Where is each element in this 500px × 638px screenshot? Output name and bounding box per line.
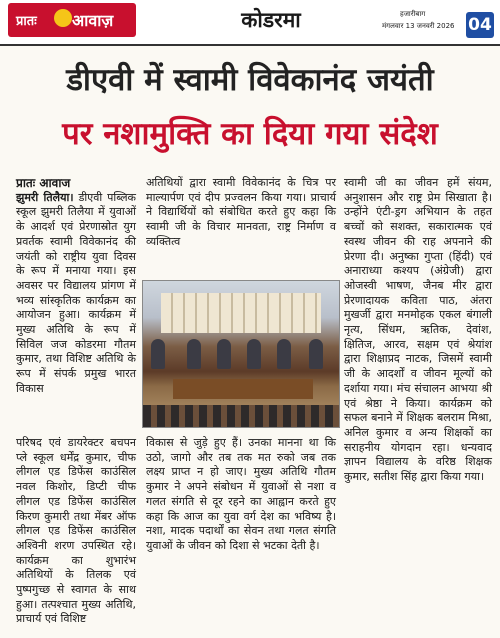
page-number: 04 [466,12,494,38]
article-text-col1-top: डीएवी पब्लिक स्कूल झुमरी तिलैया में युवाओं के आदर्श एवं प्रेरणास्रोत युग प्रवर्तक स्वामी विवेकानंद की जयंती को राष्ट्रीय युवा दिवस के रूप में मनाया गया। इस अवसर पर विद्यालय प्रांगण में भव्य सांस्कृतिक कार्यक्रम का आयोजन हुआ। कार्यक्रम में मुख्य अतिथि के रूप में सिविल जज कोडरमा गौतम कुमार, तथा विशिष्ट अतिथि के रूप में संपर्क प्रमुख भारत विकास [16,190,136,395]
audience-crowd [143,405,339,427]
article-column-2-top [146,176,336,250]
article-column-2-bottom [146,436,336,554]
article-text-col1-bottom: परिषद एवं डायरेक्टर बचपन प्ले स्कूल धर्मेंद्र कुमार, चीफ लीगल एड डिफेंस काउंसिल नवल किशोर, डिप्टी चीफ लीगल एड डिफेंस काउंसिल किरण कुमारी तथा मेंबर ऑफ लीगल एड डिफेंस काउंसिल अश्विनी शरण उपस्थित रहे। कार्यक्रम का शुभारंभ अतिथियों के तिलक एवं पुष्पगुच्छ से स्वागत के साथ हुआ। तत्पश्चात मुख्य अतिथि, प्राचार्य एवं विशिष्ट [16,436,136,626]
event-photo [142,280,340,428]
logo-prat-text: प्रातः [16,14,37,29]
edition-date: मंगलवार 13 जनवरी 2026 [382,22,455,30]
headline-line-1: डीएवी में स्वामी विवेकानंद जयंती [66,62,434,98]
logo-awaz-text: आवाज़ [72,11,114,30]
masthead [0,0,500,46]
guest-figure [187,339,201,369]
article-text-col3: स्वामी जी का जीवन हमें संयम, अनुशासन और राष्ट्र प्रेम सिखाता है। उन्होंने एंटी-ड्रग अभियान के तहत बच्चों को सशक्त, सकारात्मक एवं स्वस्थ जीवन की राह अपनाने की प्रेरणा दी। अनुष्का गुप्ता (हिंदी) एवं अनाराध्या कश्यप (अंग्रेजी) द्वारा ओजस्वी भाषण, जैनब मीर द्वारा प्रेरणादायक कविता पाठ, अंतरा मुखर्जी द्वारा मनमोहक एकल बंगाली नृत्य, सिंधम, ऋतिक, देवांश, क्षितिज, आरव, सक्षम एवं श्रेयांश द्वारा शिक्षाप्रद नाटक, जिसमें स्वामी जी के आदर्शों व जीवन मूल्यों को दर्शाया गया। मंच संचालन आभया श्री एवं श्रेष्ठा ने किया। कार्यक्रम को सफल बनाने में शिक्षक बलराम मिश्रा, अनिल कुमार व अन्य शिक्षकों का सराहनीय योगदान रहा। धन्यवाद ज्ञापन विद्यालय के वरिष्ठ शिक्षक कुमार, सतीश सिंह द्वारा किया गया। [344,176,492,484]
school-building-image [161,293,321,333]
guest-figure [151,339,165,369]
guest-figure [217,339,231,369]
stage-table [173,379,313,399]
headline-line-2: पर नशामुक्ति का दिया गया संदेश [62,116,438,152]
guest-figure [277,339,291,369]
section-title: कोडरमा [241,8,301,32]
sun-icon [54,9,72,27]
article-text-col2-top: अतिथियों द्वारा स्वामी विवेकानंद के चित्र पर माल्यार्पण एवं दीप प्रज्वलन किया गया। प्राचार्य ने विद्यार्थियों को संबोधित करते हुए कहा कि स्वामी जी के विचार मानवता, राष्ट्र निर्माण व व्यक्तित्व [146,176,336,248]
byline: प्रातः आवाज [16,176,71,190]
newspaper-logo[interactable] [8,3,136,37]
guest-figure [247,339,261,369]
dateline: झुमरी तिलैया। [16,190,74,204]
edition-city: हजारीबाग [400,10,426,18]
guest-figure [309,339,323,369]
article-column-1-bottom [16,436,136,627]
article-text-col2-bottom: विकास से जुड़े हुए हैं। उनका मानना था कि उठो, जागो और तब तक मत रुको जब तक लक्ष्य प्राप्त न हो जाए। मुख्य अतिथि गौतम कुमार ने अपने संबोधन में युवाओं से नशा व गलत संगति से दूर रहने का आह्वान करते हुए कहा कि आज का युवा वर्ग देश का भविष्य है। नशा, मादक पदार्थों का सेवन तथा गलत संगति युवाओं के जीवन को दिशा से भटका देती है। [146,436,336,552]
article-column-3 [344,176,492,485]
article-column-1-top [16,176,136,397]
